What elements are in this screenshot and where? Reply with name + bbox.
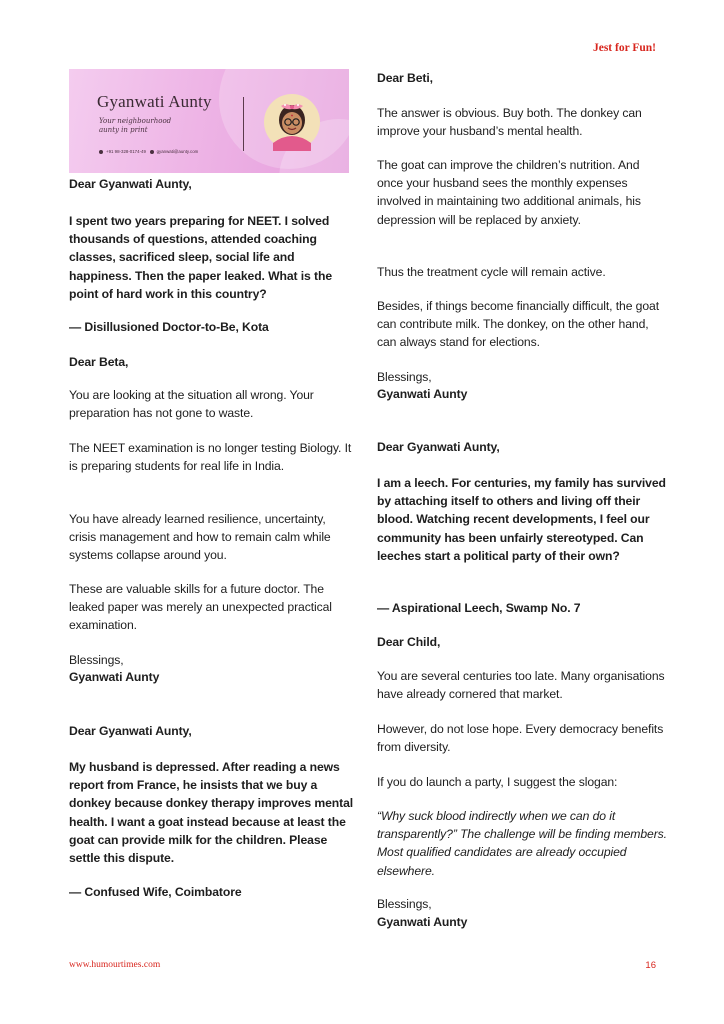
page-number: 16 [645, 960, 656, 971]
reply-greeting: Dear Beti, [377, 71, 433, 85]
reply-closing: Blessings, [377, 897, 432, 911]
reply-greeting: Dear Child, [377, 635, 441, 649]
reply-signature: Gyanwati Aunty [377, 915, 468, 929]
letter-signoff: — Aspirational Leech, Swamp No. 7 [377, 601, 581, 615]
banner-title: Gyanwati Aunty [97, 92, 212, 111]
email-icon [150, 150, 154, 154]
column-banner [69, 69, 349, 173]
letter-greeting: Dear Gyanwati Aunty, [69, 177, 192, 191]
banner-phone: +91 98-328-0174-49 [106, 149, 146, 154]
section-title: Jest for Fun! [592, 42, 656, 54]
banner-divider [243, 97, 244, 151]
banner-email: gyanwati@aunty.com [156, 149, 199, 154]
reply-greeting: Dear Beta, [69, 355, 129, 369]
phone-icon [99, 150, 103, 154]
footer-url: www.humourtimes.com [69, 960, 161, 970]
reply-paragraph: Besides, if things become financially difficult, the goat can contribute milk. The donkey, on the other hand, can always stand for elections. [377, 299, 659, 350]
reply-signature: Gyanwati Aunty [69, 670, 160, 684]
reply-paragraph: You have already learned resilience, uncertainty, crisis management and how to remain calm while systems collapse around you. [69, 512, 331, 563]
reply-paragraph: You are several centuries too late. Many organisations have already cornered that market. [377, 669, 665, 702]
reply-paragraph: The NEET examination is no longer testing Biology. It is preparing students for real life in India. [69, 441, 352, 474]
letter-greeting: Dear Gyanwati Aunty, [377, 440, 500, 454]
letter-question: I spent two years preparing for NEET. I solved thousands of questions, attended coaching classes, sacrificed sleep, social life and happiness. Then the paper leaked. What is the point of hard work in this country? [69, 214, 333, 301]
letter-question: My husband is depressed. After reading a news report from France, he insists that we buy a donkey because donkey therapy improves mental health. I want a goat instead because at least the goat can provide milk for the children. Please settle this dispute. [69, 760, 354, 866]
letter-signoff: — Disillusioned Doctor-to-Be, Kota [69, 320, 269, 334]
reply-paragraph: These are valuable skills for a future doctor. The leaked paper was merely an unexpected practical examination. [69, 582, 332, 633]
reply-paragraph: However, do not lose hope. Every democracy benefits from diversity. [377, 722, 664, 755]
letter-signoff: — Confused Wife, Coimbatore [69, 885, 242, 899]
letter-greeting: Dear Gyanwati Aunty, [69, 724, 192, 738]
reply-closing: Blessings, [377, 370, 432, 384]
aunty-avatar-icon [263, 93, 321, 151]
banner-contact [99, 149, 198, 154]
reply-paragraph: Thus the treatment cycle will remain active. [377, 265, 606, 279]
reply-signature: Gyanwati Aunty [377, 387, 468, 401]
reply-paragraph: The answer is obvious. Buy both. The donkey can improve your husband’s mental health. [377, 106, 642, 139]
banner-tagline: Your neighbourhood aunty in print [99, 117, 172, 134]
reply-paragraph: The goat can improve the children’s nutrition. And once your husband sees the monthly expenses involved in maintaining two additional animals, his depression will be replaced by anxiety. [377, 158, 641, 227]
reply-paragraph: You are looking at the situation all wrong. Your preparation has not gone to waste. [69, 388, 314, 421]
reply-closing: Blessings, [69, 653, 124, 667]
letter-question: I am a leech. For centuries, my family has survived by attaching itself to others and living off their blood. Watching recent developments, I feel our community has been unfairly stereotyped. Can leeches start a political party of their own? [377, 476, 666, 563]
reply-paragraph: If you do launch a party, I suggest the slogan: [377, 775, 618, 789]
reply-slogan: “Why suck blood indirectly when we can do it transparently?” The challenge will be finding members. Most qualified candidates are already occupied elsewhere. [377, 809, 667, 878]
